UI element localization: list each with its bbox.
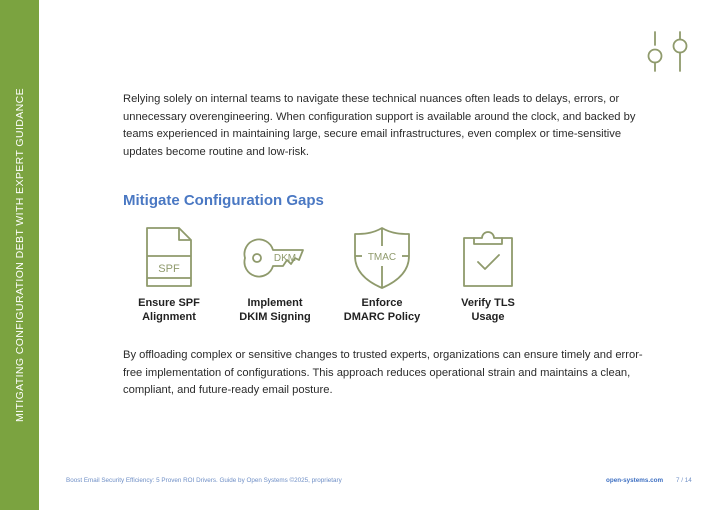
feature-label-line2: Alignment [142,310,196,323]
dkm-icon-text: DKM [273,253,297,264]
sidebar-title: MITIGATING CONFIGURATION DEBT WITH EXPERT GUIDANCE [14,87,26,423]
feature-label-line1: Ensure SPF [138,297,200,309]
page-number: 7 / 14 [676,477,692,484]
section-title: Mitigate Configuration Gaps [123,192,324,209]
dkim-key-icon [243,226,307,290]
feature-label-line1: Implement [247,297,303,309]
clipboard-check-icon [456,226,520,290]
feature-label-line1: Enforce [361,297,403,309]
tmac-shield-icon [350,226,414,290]
feature-label-line2: DMARC Policy [343,310,421,323]
feature-dkim [223,226,327,324]
feature-label-line1: Verify TLS [461,297,515,309]
sliders-icon [644,28,690,74]
feature-tls [436,226,540,324]
feature-label [330,297,434,324]
spf-icon-text: SPF [158,263,180,275]
feature-label [223,297,327,324]
footer-citation: Boost Email Security Efficiency: 5 Proven ROI Drivers. Guide by Open Systems ©2025, proprietary [66,477,342,484]
feature-label-line2: DKIM Signing [239,310,311,323]
spf-document-icon [137,226,201,290]
tmac-icon-text: TMAC [367,252,397,263]
feature-dmarc [330,226,434,324]
sidebar-band [0,0,39,510]
footer-site-link[interactable]: open-systems.com [606,477,664,484]
intro-paragraph: Relying solely on internal teams to navigate these technical nuances often leads to delays, errors, or unnecessary overengineering. When configuration support is available around the clock, and backed by teams experienced in maintaining large, secure email infrastructures, even complex or time-sensitive updates become routine and low-risk. [123,93,636,158]
feature-label [436,297,540,324]
feature-list [123,226,523,336]
feature-label [117,297,221,324]
feature-spf [117,226,221,324]
outro-paragraph: By offloading complex or sensitive changes to trusted experts, organizations can ensure timely and error-free implementation of configurations. This approach reduces operational strain and maintains a clean, compliant, and future-ready email posture. [123,349,643,396]
feature-label-line2: Usage [471,310,505,323]
